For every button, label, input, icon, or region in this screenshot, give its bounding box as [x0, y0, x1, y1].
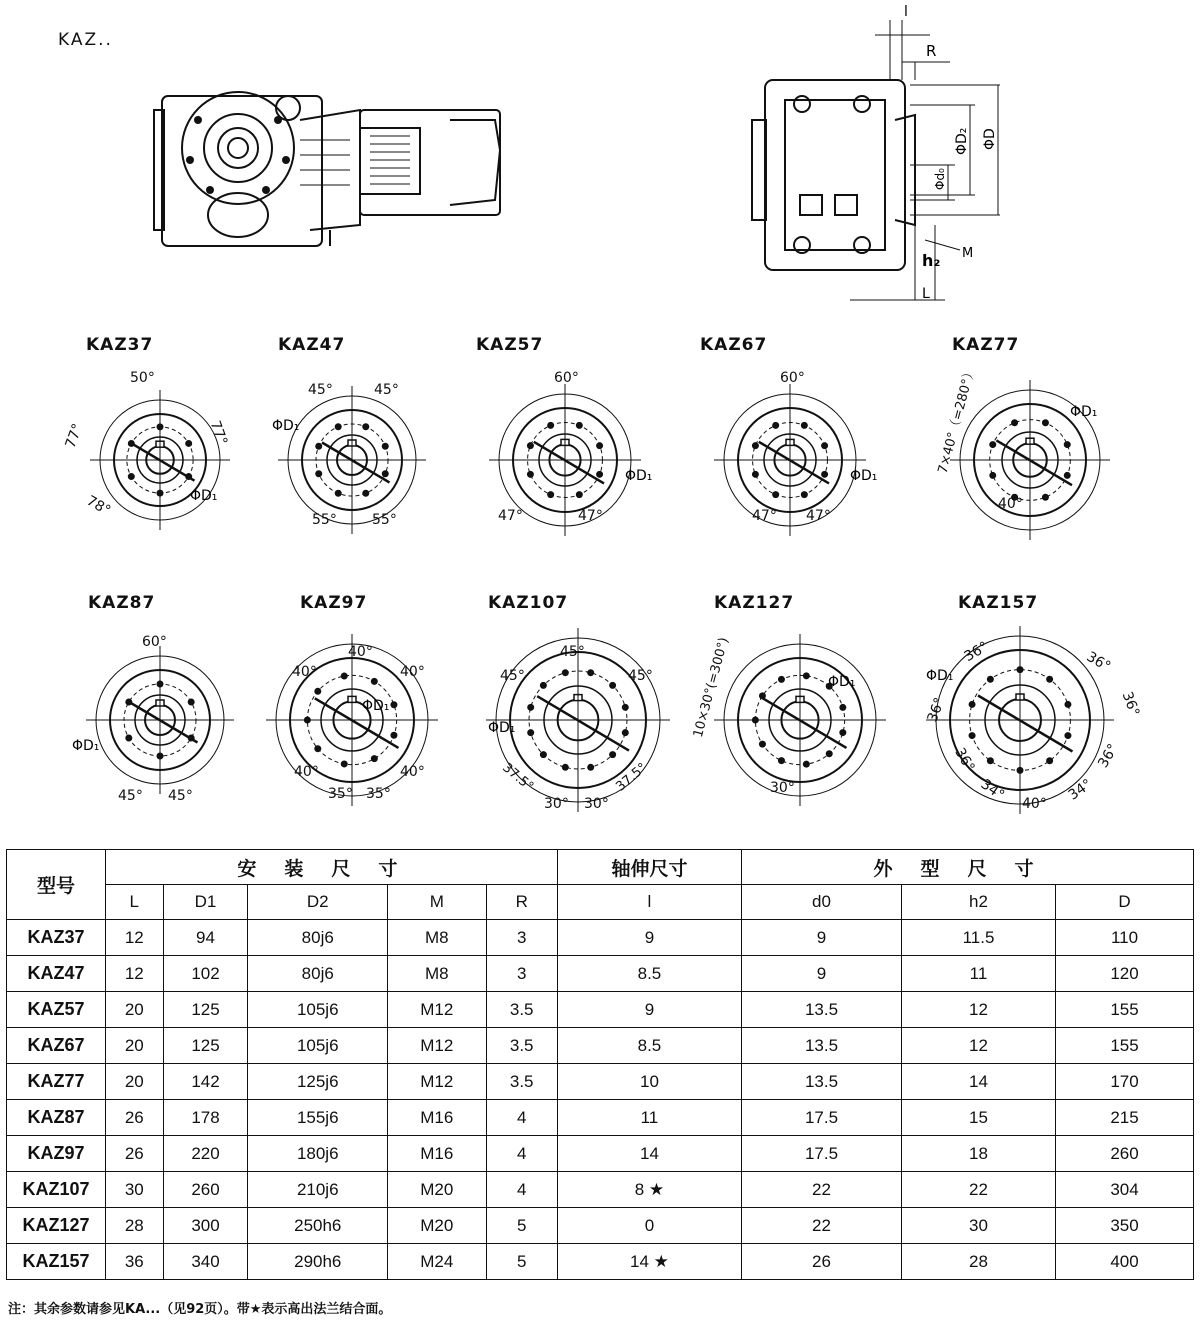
angle-label: 50°	[130, 370, 155, 386]
bolt-hole	[540, 682, 547, 689]
diameter-arrow	[763, 698, 847, 748]
angle-label: 60°	[780, 370, 805, 386]
bolt-hole	[315, 443, 322, 450]
table-cell: 304	[1056, 1172, 1194, 1208]
table-cell: 20	[106, 1064, 164, 1100]
table-cell: 30	[106, 1172, 164, 1208]
bolt-hole	[341, 673, 348, 680]
flange-drawing-kaz57	[465, 360, 665, 560]
d1-label: ΦD₁	[625, 468, 653, 484]
table-cell: 94	[163, 920, 248, 956]
table-cell: 12	[901, 992, 1055, 1028]
bolt-hole	[547, 491, 554, 498]
table-cell: 220	[163, 1136, 248, 1172]
table-cell: M20	[388, 1208, 487, 1244]
bolt-hole	[778, 676, 785, 683]
bolt-hole	[622, 729, 629, 736]
table-cell: 142	[163, 1064, 248, 1100]
flange-label: KAZ87	[88, 593, 156, 613]
header-model: 型号	[7, 850, 106, 920]
angle-label: 40°	[292, 664, 317, 680]
side-label-d0: Φd₀	[933, 168, 947, 190]
flange-drawing-kaz47	[252, 360, 452, 560]
table-cell: 13.5	[742, 1028, 902, 1064]
table-cell: 4	[486, 1172, 557, 1208]
flange-label: KAZ67	[700, 335, 768, 355]
table-cell: 26	[106, 1100, 164, 1136]
table-cell: 11	[557, 1100, 741, 1136]
table-cell: 11	[901, 956, 1055, 992]
bolt-hole	[826, 750, 833, 757]
angle-label: 36°	[951, 745, 978, 775]
table-row	[7, 956, 1194, 992]
table-cell: 5	[486, 1208, 557, 1244]
bolt-hole	[125, 735, 132, 742]
bolt-hole	[527, 729, 534, 736]
table-cell: 105j6	[248, 1028, 388, 1064]
bolt-hole	[987, 757, 994, 764]
d1-label: ΦD₁	[1070, 404, 1098, 420]
bolt-hole	[576, 422, 583, 429]
table-cell: 155	[1056, 1028, 1194, 1064]
bolt-hole	[587, 669, 594, 676]
table-cell: 14	[557, 1136, 741, 1172]
bolt-hole	[335, 423, 342, 430]
table-cell: 36	[106, 1244, 164, 1280]
table-cell: 8.5	[557, 956, 741, 992]
bolt-hole	[596, 471, 603, 478]
table-cell: 17.5	[742, 1100, 902, 1136]
bolt-hole	[185, 440, 192, 447]
flange-label: KAZ47	[278, 335, 346, 355]
angle-label: 35°	[366, 786, 391, 802]
table-cell: 3.5	[486, 1028, 557, 1064]
table-cell: 180j6	[248, 1136, 388, 1172]
bolt-hole	[609, 682, 616, 689]
table-cell: 22	[742, 1208, 902, 1244]
angle-label: 36°	[1095, 741, 1122, 771]
angle-label: 55°	[372, 512, 397, 528]
angle-label: 40°	[998, 496, 1023, 512]
bolt-hole	[362, 490, 369, 497]
model-cell: KAZ37	[7, 920, 106, 956]
model-cell: KAZ127	[7, 1208, 106, 1244]
bolt-hole	[839, 704, 846, 711]
bolt-hole	[382, 470, 389, 477]
side-label-l: l	[904, 4, 908, 20]
model-cell: KAZ57	[7, 992, 106, 1028]
side-label-L: L	[922, 286, 930, 302]
bolt-hole	[371, 678, 378, 685]
table-row	[7, 1172, 1194, 1208]
column-header: D1	[163, 885, 248, 920]
bolt-hole	[390, 701, 397, 708]
bolt-hole	[759, 741, 766, 748]
bolt-hole	[390, 732, 397, 739]
table-cell: 3.5	[486, 992, 557, 1028]
bolt-hole	[157, 423, 164, 430]
column-header: M	[388, 885, 487, 920]
table-cell: 80j6	[248, 920, 388, 956]
angle-label: 45°	[118, 788, 143, 804]
bolt-hole	[987, 676, 994, 683]
bolt-hole	[576, 491, 583, 498]
bolt-hole	[609, 751, 616, 758]
angle-label: 37.5°	[499, 760, 537, 795]
table-cell: 22	[742, 1172, 902, 1208]
table-cell: 125j6	[248, 1064, 388, 1100]
bolt-hole	[314, 688, 321, 695]
bolt-hole	[157, 753, 164, 760]
bolt-hole	[527, 442, 534, 449]
column-header: d0	[742, 885, 902, 920]
table-cell: M8	[388, 956, 487, 992]
bolt-hole	[1064, 472, 1071, 479]
d1-label: ΦD₁	[272, 418, 300, 434]
diameter-arrow	[978, 696, 1073, 752]
table-cell: 5	[486, 1244, 557, 1280]
table-cell: 102	[163, 956, 248, 992]
side-label-M: M	[962, 246, 974, 261]
bolt-hole	[1042, 494, 1049, 501]
table-cell: 9	[742, 920, 902, 956]
diameter-arrow	[537, 696, 629, 750]
flange-drawing-kaz127	[700, 620, 900, 820]
table-cell: M16	[388, 1136, 487, 1172]
gearmotor-side-view	[740, 0, 1000, 310]
table-cell: 4	[486, 1136, 557, 1172]
table-cell: 0	[557, 1208, 741, 1244]
table-cell: 12	[106, 956, 164, 992]
bolt-hole	[304, 717, 311, 724]
angle-label: 37.5°	[613, 760, 651, 795]
table-cell: 125	[163, 992, 248, 1028]
table-cell: 17.5	[742, 1136, 902, 1172]
angle-label: 35°	[328, 786, 353, 802]
table-cell: M12	[388, 1064, 487, 1100]
bolt-hole	[128, 473, 135, 480]
angle-label: 30°	[544, 796, 569, 812]
table-body	[7, 920, 1194, 1280]
column-header: L	[106, 885, 164, 920]
table-cell: 18	[901, 1136, 1055, 1172]
bolt-hole	[839, 729, 846, 736]
table-cell: 14	[901, 1064, 1055, 1100]
table-cell: 178	[163, 1100, 248, 1136]
bolt-hole	[562, 764, 569, 771]
table-cell: 260	[163, 1172, 248, 1208]
bolt-hole	[821, 471, 828, 478]
bolt-hole	[803, 761, 810, 768]
table-cell: M8	[388, 920, 487, 956]
table-row	[7, 1136, 1194, 1172]
table-cell: 11.5	[901, 920, 1055, 956]
bolt-hole	[157, 490, 164, 497]
angle-label: 7×40°（=280°）	[935, 364, 979, 476]
bolt-hole	[989, 441, 996, 448]
table-cell: 13.5	[742, 1064, 902, 1100]
angle-label: 45°	[168, 788, 193, 804]
bolt-hole	[1011, 419, 1018, 426]
model-cell: KAZ97	[7, 1136, 106, 1172]
table-cell: 340	[163, 1244, 248, 1280]
table-cell: 260	[1056, 1136, 1194, 1172]
angle-label: 45°	[308, 382, 333, 398]
diameter-arrow	[996, 440, 1072, 485]
table-cell: 22	[901, 1172, 1055, 1208]
bolt-hole	[314, 745, 321, 752]
table-cell: M24	[388, 1244, 487, 1280]
table-cell: 3	[486, 920, 557, 956]
angle-label: 47°	[752, 508, 777, 524]
table-cell: 170	[1056, 1064, 1194, 1100]
angle-label: 40°	[1022, 796, 1047, 812]
bolt-hole	[752, 442, 759, 449]
table-cell: 26	[106, 1136, 164, 1172]
flange-drawing-kaz37	[60, 360, 260, 560]
d1-label: ΦD₁	[362, 698, 390, 714]
angle-label: 34°	[1065, 776, 1096, 804]
table-cell: 12	[901, 1028, 1055, 1064]
d1-label: ΦD₁	[828, 674, 856, 690]
angle-label: 55°	[312, 512, 337, 528]
table-cell: 250h6	[248, 1208, 388, 1244]
flange-label: KAZ77	[952, 335, 1020, 355]
bolt-hole	[1064, 441, 1071, 448]
angle-label: 77°	[62, 421, 87, 451]
angle-label: 40°	[348, 644, 373, 660]
bolt-hole	[752, 717, 759, 724]
bolt-hole	[587, 764, 594, 771]
bolt-hole	[315, 470, 322, 477]
bolt-hole	[989, 472, 996, 479]
header-outline: 外型尺寸	[742, 850, 1194, 885]
table-row	[7, 1208, 1194, 1244]
angle-label: 45°	[560, 644, 585, 660]
bolt-hole	[1046, 676, 1053, 683]
table-cell: 155j6	[248, 1100, 388, 1136]
bolt-hole	[188, 699, 195, 706]
flange-label: KAZ57	[476, 335, 544, 355]
bolt-hole	[801, 422, 808, 429]
side-label-h2: h₂	[922, 251, 941, 270]
flange-drawing-kaz67	[690, 360, 890, 560]
angle-label: 36°	[1083, 648, 1114, 676]
bolt-hole	[540, 751, 547, 758]
bolt-hole	[821, 442, 828, 449]
angle-label: 40°	[400, 664, 425, 680]
d1-label: ΦD₁	[926, 668, 954, 684]
table-row	[7, 1244, 1194, 1280]
angle-label: 10×30°(=300°)	[690, 635, 732, 740]
model-cell: KAZ77	[7, 1064, 106, 1100]
bolt-hole	[1017, 666, 1024, 673]
table-row	[7, 1100, 1194, 1136]
table-cell: 290h6	[248, 1244, 388, 1280]
angle-label: 36°	[961, 638, 992, 666]
table-cell: 400	[1056, 1244, 1194, 1280]
bolt-hole	[1042, 419, 1049, 426]
model-cell: KAZ47	[7, 956, 106, 992]
table-cell: 210j6	[248, 1172, 388, 1208]
angle-label: 47°	[578, 508, 603, 524]
diameter-arrow	[534, 442, 604, 484]
d1-label: ΦD₁	[488, 720, 516, 736]
angle-label: 77°	[206, 418, 231, 448]
bolt-hole	[527, 704, 534, 711]
angle-label: 78°	[83, 492, 114, 520]
table-cell: 14 ★	[557, 1244, 741, 1280]
bolt-hole	[1046, 757, 1053, 764]
angle-label: 36°	[1118, 689, 1143, 719]
table-cell: 120	[1056, 956, 1194, 992]
angle-label: 45°	[628, 668, 653, 684]
d1-label: ΦD₁	[72, 738, 100, 754]
flange-label: KAZ157	[958, 593, 1039, 613]
angle-label: 47°	[806, 508, 831, 524]
bolt-hole	[371, 755, 378, 762]
angle-label: 45°	[500, 668, 525, 684]
column-header: D	[1056, 885, 1194, 920]
table-cell: 20	[106, 992, 164, 1028]
column-header-row	[7, 885, 1194, 920]
angle-label: 45°	[374, 382, 399, 398]
table-cell: 9	[557, 920, 741, 956]
flange-label: KAZ107	[488, 593, 569, 613]
header-install: 安装尺寸	[106, 850, 558, 885]
dimension-table	[6, 849, 1194, 1280]
bolt-hole	[157, 681, 164, 688]
bolt-hole	[969, 732, 976, 739]
bolt-hole	[772, 491, 779, 498]
bolt-hole	[562, 669, 569, 676]
flange-label: KAZ97	[300, 593, 368, 613]
table-row	[7, 1064, 1194, 1100]
bolt-hole	[382, 443, 389, 450]
column-header: h2	[901, 885, 1055, 920]
table-cell: M16	[388, 1100, 487, 1136]
table-cell: 10	[557, 1064, 741, 1100]
diameter-arrow	[130, 703, 198, 743]
table-cell: 3.5	[486, 1064, 557, 1100]
angle-label: 60°	[142, 634, 167, 650]
column-header: D2	[248, 885, 388, 920]
gearmotor-front-view	[150, 80, 520, 260]
table-cell: 9	[557, 992, 741, 1028]
bolt-hole	[1017, 767, 1024, 774]
table-row	[7, 1028, 1194, 1064]
bolt-hole	[547, 422, 554, 429]
d1-label: ΦD₁	[190, 488, 218, 504]
bolt-hole	[527, 471, 534, 478]
bolt-hole	[1064, 701, 1071, 708]
table-cell: 30	[901, 1208, 1055, 1244]
angle-label: 30°	[584, 796, 609, 812]
bolt-hole	[1064, 732, 1071, 739]
table-cell: 15	[901, 1100, 1055, 1136]
footnote: 注：其余参数请参见KA...（见92页）。带★表示高出法兰结合面。	[8, 1302, 392, 1317]
diameter-arrow	[759, 442, 829, 484]
table-cell: 28	[106, 1208, 164, 1244]
table-row	[7, 992, 1194, 1028]
side-label-R: R	[926, 42, 937, 60]
side-label-D2: ΦD₂	[954, 127, 970, 155]
angle-label: 40°	[294, 764, 319, 780]
table-cell: 155	[1056, 992, 1194, 1028]
model-cell: KAZ67	[7, 1028, 106, 1064]
table-cell: M12	[388, 992, 487, 1028]
d1-label: ΦD₁	[850, 468, 878, 484]
table-cell: 12	[106, 920, 164, 956]
table-cell: 8.5	[557, 1028, 741, 1064]
table-cell: 3	[486, 956, 557, 992]
bolt-hole	[969, 701, 976, 708]
bolt-hole	[752, 471, 759, 478]
column-header: R	[486, 885, 557, 920]
table-cell: 125	[163, 1028, 248, 1064]
side-label-D: ΦD	[982, 128, 998, 150]
table-cell: 20	[106, 1028, 164, 1064]
angle-label: 40°	[400, 764, 425, 780]
diameter-arrow	[132, 444, 194, 481]
table-cell: 13.5	[742, 992, 902, 1028]
table-cell: 80j6	[248, 956, 388, 992]
bolt-hole	[778, 757, 785, 764]
table-cell: 350	[1056, 1208, 1194, 1244]
table-cell: 8 ★	[557, 1172, 741, 1208]
table-cell: 110	[1056, 920, 1194, 956]
table-cell: M20	[388, 1172, 487, 1208]
table-cell: 105j6	[248, 992, 388, 1028]
model-cell: KAZ107	[7, 1172, 106, 1208]
table-cell: M12	[388, 1028, 487, 1064]
angle-label: 47°	[498, 508, 523, 524]
bolt-hole	[803, 672, 810, 679]
flange-label: KAZ127	[714, 593, 795, 613]
angle-label: 60°	[554, 370, 579, 386]
flange-drawing-kaz87	[60, 620, 260, 820]
bolt-hole	[801, 491, 808, 498]
angle-label: 34°	[977, 776, 1008, 804]
diameter-arrow	[322, 443, 390, 483]
table-cell: 26	[742, 1244, 902, 1280]
bolt-hole	[362, 423, 369, 430]
angle-label: 30°	[770, 780, 795, 796]
document-title: KAZ..	[58, 30, 113, 50]
bolt-hole	[622, 704, 629, 711]
table-cell: 9	[742, 956, 902, 992]
model-cell: KAZ157	[7, 1244, 106, 1280]
table-row	[7, 920, 1194, 956]
column-header: l	[557, 885, 741, 920]
bolt-hole	[341, 760, 348, 767]
bolt-hole	[596, 442, 603, 449]
angle-label: 36°	[924, 695, 949, 725]
header-shaft: 轴伸尺寸	[557, 850, 741, 885]
table-cell: 4	[486, 1100, 557, 1136]
table-cell: 215	[1056, 1100, 1194, 1136]
flange-label: KAZ37	[86, 335, 154, 355]
model-cell: KAZ87	[7, 1100, 106, 1136]
bolt-hole	[335, 490, 342, 497]
bolt-hole	[772, 422, 779, 429]
table-cell: 28	[901, 1244, 1055, 1280]
table-cell: 300	[163, 1208, 248, 1244]
